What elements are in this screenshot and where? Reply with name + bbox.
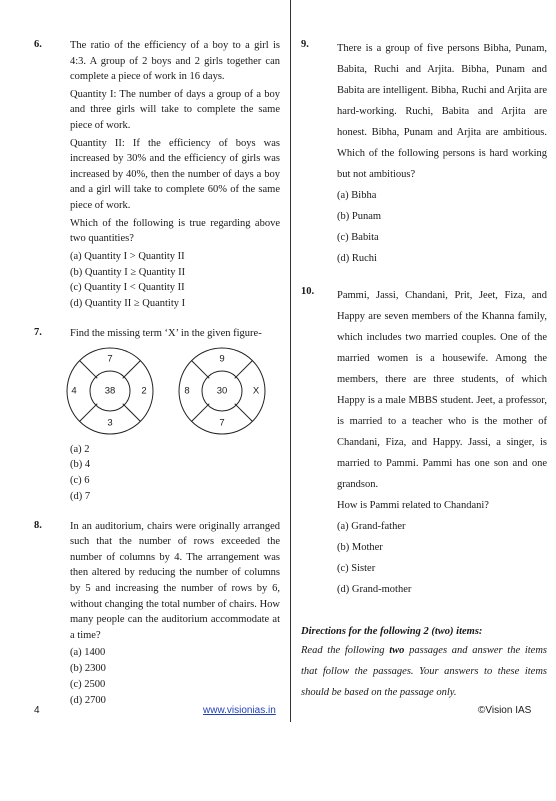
option-a: (a) 1400 — [70, 647, 106, 659]
question-text: The ratio of the efficiency of a boy to a girl is 4:3. A group of 2 boys and 2 girls together can complete a piece of work in 16 days. — [70, 40, 280, 83]
option-b: (b) 4 — [70, 459, 91, 471]
figure-1-right: 2 — [141, 385, 147, 396]
option-c: (c) 2500 — [70, 679, 106, 691]
option-d: (d) 7 — [70, 490, 91, 502]
option-d: (d) Grand-mother — [337, 584, 412, 595]
option-d: (d) Ruchi — [337, 253, 377, 264]
figure-2-center: 30 — [216, 385, 228, 396]
option-b: (b) Quantity I ≥ Quantity II — [70, 266, 186, 278]
question-text: In an auditorium, chairs were originally arranged such that the number of rows exceeded the number of columns by 4. The arrangement was then altered by reducing the number of columns by 5 and increasing the number of rows by 6, without changing the total number of chairs. How many people can the auditorium accommodate at a time? — [70, 520, 280, 641]
directions-text-part-1: Read the following — [301, 645, 390, 656]
figure-2-right: X — [252, 385, 260, 396]
question-6 — [34, 38, 280, 312]
left-column — [34, 38, 280, 709]
figure-2-left: 8 — [184, 385, 190, 396]
question-number: 10. — [301, 286, 315, 297]
quantity-1-text: Quantity I: The number of days a group of a boy and three girls will take to complete the same piece of work. — [70, 88, 280, 131]
right-column — [301, 38, 547, 703]
figure-2-top: 9 — [219, 353, 225, 364]
option-c: (c) Quantity I < Quantity II — [70, 282, 185, 294]
option-a: (a) 2 — [70, 443, 90, 455]
question-8 — [34, 519, 280, 709]
question-number: 9. — [301, 39, 309, 50]
option-c: (c) Sister — [337, 563, 376, 574]
option-b: (b) Mother — [337, 542, 383, 553]
website-link[interactable]: www.visionias.in — [203, 705, 276, 716]
question-prompt: How is Pammi related to Chandani? — [337, 500, 489, 511]
directions-heading: Directions for the following 2 (two) items: — [301, 626, 483, 637]
quantity-2-text: Quantity II: If the efficiency of boys was increased by 30% and the efficiency of girls was increased by 40%, then the number of days a boy and a girl will take to complete 60% of the same piece of work. — [70, 137, 280, 211]
figure-1-bottom: 3 — [107, 417, 113, 428]
question-number: 6. — [34, 39, 42, 50]
question-text: Find the missing term ‘X’ in the given figure- — [70, 327, 262, 339]
figure-svg — [56, 348, 276, 438]
column-divider — [290, 0, 291, 722]
option-a: (a) Grand-father — [337, 521, 406, 532]
question-number: 7. — [34, 326, 42, 338]
option-c: (c) Babita — [337, 232, 379, 243]
option-a: (a) Quantity I > Quantity II — [70, 250, 185, 262]
option-d: (d) Quantity II ≥ Quantity I — [70, 298, 186, 310]
option-a: (a) Bibha — [337, 190, 377, 201]
question-text: There is a group of five persons Bibha, Punam, Babita, Ruchi and Arjita. Bibha, Punam and Babita are intelligent. Bibha, Ruchi and Arjita are hard-working. Ruchi, Babita and Arjita are honest. Bibha, Punam and Arjita are ambitious. Which of the following persons is hard working but not ambitious? — [337, 43, 547, 180]
figure-1-top: 7 — [107, 353, 113, 364]
question-9 — [301, 38, 547, 269]
question-7 — [34, 326, 280, 505]
question-number: 8. — [34, 519, 42, 531]
option-b: (b) 2300 — [70, 663, 106, 675]
question-10 — [301, 285, 547, 600]
question-prompt: Which of the following is true regarding above two quantities? — [70, 217, 280, 245]
question-text: Pammi, Jassi, Chandani, Prit, Jeet, Fiza, and Happy are seven members of the Khanna family, which includes two married couples. One of the married women is a housewife. Among the members, there are three students, of which Happy is a male MBBS student. Jeet, a professor, is married to a teacher who is the mother of Chandani, Fiza, and Happy. Jassi, a singer, is married to Pammi. Pammi has one son and one grandson. — [337, 290, 547, 490]
directions-text-part-2: passages and answer the items that follow the passages. Your answers to these items should be based on the passage only. — [301, 645, 547, 698]
directions-text-emphasis: two — [389, 645, 405, 656]
figure-2-bottom: 7 — [219, 417, 225, 428]
option-c: (c) 6 — [70, 475, 90, 487]
directions-text — [301, 640, 547, 703]
circle-figures — [56, 348, 280, 438]
figure-1-left: 4 — [71, 385, 77, 396]
brand-copyright: ©Vision IAS — [478, 705, 532, 716]
option-d: (d) 2700 — [70, 694, 106, 706]
figure-1-center: 38 — [104, 385, 116, 396]
option-b: (b) Punam — [337, 211, 382, 222]
page-number: 4 — [34, 705, 40, 716]
